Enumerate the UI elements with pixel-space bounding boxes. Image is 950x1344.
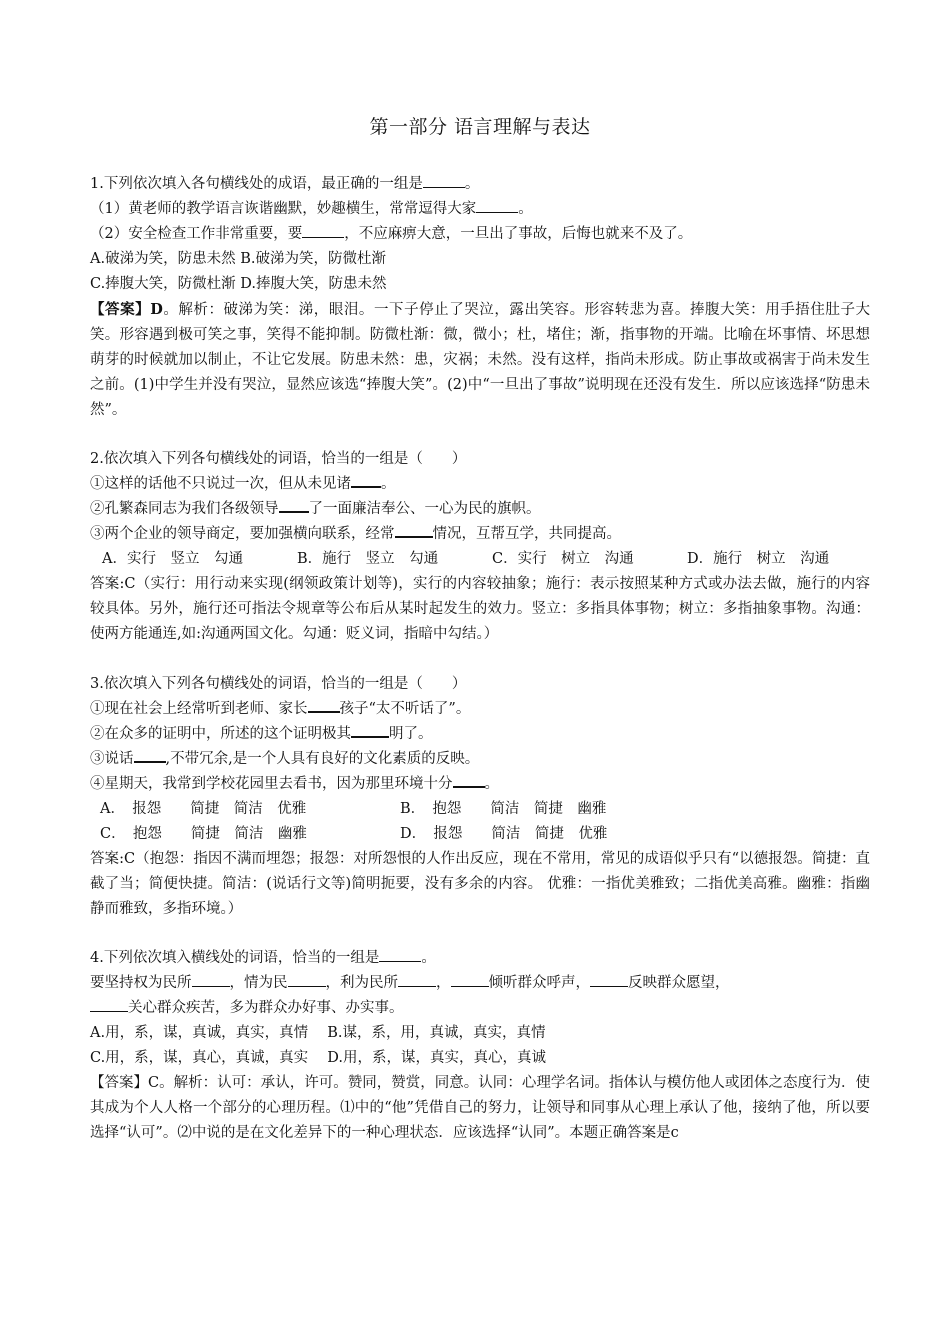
sentence-text: ，不应麻痹大意，一旦出了事故，后悔也就来不及了。	[344, 226, 693, 242]
blank	[451, 972, 489, 987]
sentence-text: 。	[484, 776, 499, 792]
blank	[398, 972, 436, 987]
sentence-text: ，	[436, 975, 451, 991]
answer-explanation: 答案:C（抱怨：指因不满而埋怨；报怨：对所怨恨的人作出反应，现在不常用，常见的成语似乎只有“以德报怨。简捷：直截了当；简便快捷。简洁：(说话行文等)简明扼要，没有多余的内容。 优雅：一指优美雅致；二指优美高雅。幽雅：指幽静而雅致，多指环境。）	[90, 851, 870, 917]
option-c: C．实行 树立 沟通	[492, 551, 634, 567]
option-d: D． 报怨 简洁 简捷 优雅	[400, 826, 608, 842]
blank	[351, 722, 389, 738]
options-ab: A.破涕为笑，防患未然 B.破涕为笑，防微杜渐	[90, 251, 386, 267]
question-stem	[90, 946, 870, 971]
option-c: C． 抱怨 简捷 简洁 幽雅	[100, 826, 307, 842]
stem-text: 1.下列依次填入各句横线处的成语，最正确的一组是	[90, 176, 423, 192]
option-b: B．施行 竖立 勾通	[297, 551, 439, 567]
stem-text: 。	[421, 950, 436, 966]
stem-text: 4.下列依次填入横线处的词语，恰当的一组是	[90, 950, 380, 966]
sentence-text: ，利为民所	[325, 975, 398, 991]
options-cd: C.捧腹大笑，防微杜渐 D.捧腹大笑，防患未然	[90, 276, 387, 292]
sentence-text: 要坚持权为民所	[90, 975, 192, 991]
sentence-text: 倾听群众呼声，	[488, 975, 590, 991]
sentence-1	[90, 472, 870, 497]
question-stem: 3.依次填入下列各句横线处的词语，恰当的一组是（ ）	[90, 676, 467, 692]
sentence-text: ③两个企业的领导商定，要加强横向联系，经常	[90, 526, 395, 542]
question-1	[90, 172, 870, 423]
question-4	[90, 946, 870, 1146]
option-a: A．实行 竖立 勾通	[102, 551, 243, 567]
option-d: D．施行 树立 沟通	[687, 551, 830, 567]
blank	[90, 997, 128, 1012]
options-ab: A.用，系，谋，真诚，真实，真情 B.谋，系，用，真诚，真实，真情	[90, 1025, 546, 1041]
sentence-text: ②孔繁森同志为我们各级领导	[90, 501, 279, 517]
options	[90, 547, 870, 572]
sentence-text: ②在众多的证明中，所述的这个证明极其	[90, 726, 351, 742]
blank	[423, 173, 465, 188]
sentence-2	[90, 996, 870, 1021]
sentence-text: ①现在社会上经常听到老师、家长	[90, 701, 308, 717]
sentence-text: （2）安全检查工作非常重要，要	[90, 226, 303, 242]
answer-explanation	[90, 1071, 870, 1146]
sentence-text: 。	[381, 476, 396, 492]
sentence-2	[90, 722, 870, 747]
sentence-text: ,不带冗余,是一个人具有良好的文化素质的反映。	[165, 751, 480, 767]
option-a: A． 报怨 简捷 简洁 优雅	[100, 801, 307, 817]
sentence-4	[90, 772, 870, 797]
question-stem: 2.依次填入下列各句横线处的词语，恰当的一组是（ ）	[90, 451, 467, 467]
blank	[134, 747, 166, 763]
answer-label: 【答案】D	[90, 301, 163, 318]
blank	[590, 972, 628, 987]
blank	[279, 497, 309, 513]
sentence-text: 明了。	[389, 726, 433, 742]
question-3	[90, 672, 870, 922]
sentence-1	[90, 197, 870, 222]
blank	[476, 198, 518, 213]
options-cd: C.用，系，谋，真心，真诚，真实 D.用，系，谋，真实，真心，真诚	[90, 1050, 547, 1066]
question-2	[90, 447, 870, 647]
sentence-text: 孩子“太不听话了”。	[339, 701, 471, 717]
answer-label: 【答案】	[90, 1075, 149, 1091]
answer-text: 。解析：破涕为笑：涕，眼泪。一下子停止了哭泣，露出笑容。形容转悲为喜。捧腹大笑：用手捂住肚子大笑。形容遇到极可笑之事，笑得不能抑制。防微杜渐：微，微小；杜，堵住；渐，指事物的开端。比喻在坏事情、坏思想萌芽的时候就加以制止，不让它发展。防患未然：患，灾祸；未然。没有这样，指尚未形成。防止事故或祸害于尚未发生之前。(1)中学生并没有哭泣，显然应该选“捧腹大笑”。(2)中“一旦出了事故”说明现在还没有发生．所以应该选择“防患未然”。	[90, 302, 870, 418]
stem-text: 。	[464, 176, 480, 192]
answer-explanation: 答案:C（实行：用行动来实现(纲领政策计划等)，实行的内容较抽象；施行：表示按照某种方式或办法去做，施行的内容较具体。另外，施行还可指法令规章等公布后从某时起发生的效力。竖立：多指具体事物；树立：多指抽象事物。沟通：使两方能通连,如:沟通两国文化。勾通：贬义词，指暗中勾结。）	[90, 576, 870, 642]
blank	[379, 947, 421, 962]
sentence-text: 。	[518, 201, 533, 217]
blank	[395, 522, 433, 538]
blank	[302, 223, 344, 238]
question-stem	[90, 172, 870, 197]
blank	[351, 472, 381, 488]
answer-text: C。解析：认可：承认，许可。赞同，赞赏，同意。认同：心理学名词。指体认与模仿他人或团体之态度行为．使其成为个人人格一个部分的心理历程。⑴中的“他”凭借自己的努力，让领导和同事从心理上承认了他，接纳了他，所以要选择“认可”。⑵中说的是在文化差异下的一种心理状态．应该选择“认同”。本题正确答案是c	[90, 1075, 870, 1141]
blank	[453, 772, 485, 788]
blank	[192, 972, 230, 987]
answer-explanation	[90, 297, 870, 423]
option-b: B． 抱怨 简洁 简捷 幽雅	[400, 801, 607, 817]
sentence-1	[90, 971, 870, 996]
sentence-3	[90, 747, 870, 772]
sentence-text: ③说话	[90, 751, 134, 767]
blank	[308, 697, 340, 713]
sentence-text: ，情为民	[229, 975, 288, 991]
sentence-text: 了一面廉洁奉公、一心为民的旗帜。	[308, 501, 541, 517]
sentence-text: 反映群众愿望，	[628, 975, 730, 991]
options	[90, 797, 870, 847]
page-title: 第一部分 语言理解与表达	[369, 116, 591, 138]
sentence-2	[90, 497, 870, 522]
sentence-3	[90, 522, 870, 547]
sentence-text: 关心群众疾苦，多为群众办好事、办实事。	[128, 1000, 404, 1016]
blank	[288, 972, 326, 987]
sentence-text: ④星期天，我常到学校花园里去看书，因为那里环境十分	[90, 776, 453, 792]
sentence-text: 情况，互帮互学，共同提高。	[432, 526, 621, 542]
sentence-1	[90, 697, 870, 722]
sentence-2	[90, 222, 870, 247]
sentence-text: ①这样的话他不只说过一次，但从未见诸	[90, 476, 351, 492]
sentence-text: （1）黄老师的教学语言诙谐幽默，妙趣横生，常常逗得大家	[90, 201, 477, 217]
